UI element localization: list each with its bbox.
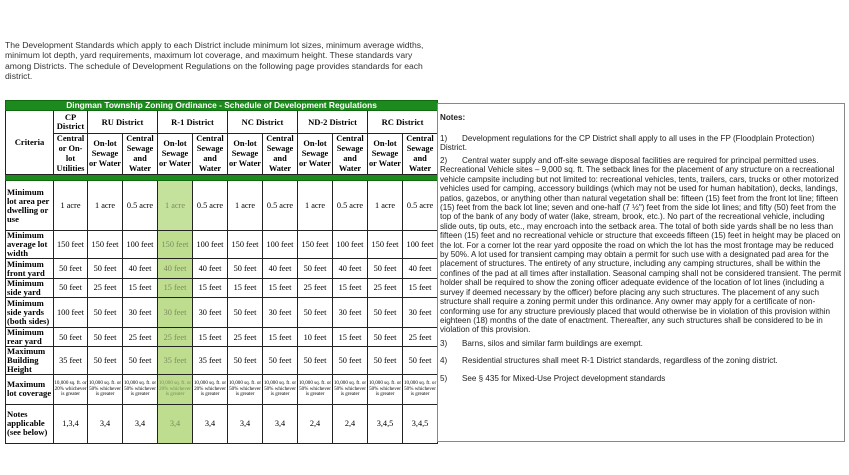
table-cell: 3,4 — [228, 404, 263, 443]
table-cell: 50 feet — [298, 297, 333, 327]
notes-panel — [437, 103, 845, 442]
table-cell: 40 feet — [263, 259, 298, 278]
note-text: Barns, silos and similar farm buildings are exempt. — [462, 339, 643, 348]
table-cell: 3,4 — [263, 404, 298, 443]
table-body — [6, 180, 438, 443]
table-cell: 3,4,5 — [368, 404, 403, 443]
note-text: See § 435 for Mixed-Use Project development standards — [462, 374, 666, 383]
table-cell: 50 feet — [263, 347, 298, 375]
table-cell: 150 feet — [368, 231, 403, 259]
table-cell: 40 feet — [158, 259, 193, 278]
table-cell: 0.5 acre — [123, 180, 158, 230]
table-cell: 30 feet — [193, 297, 228, 327]
table-cell: 25 feet — [403, 328, 438, 347]
table-cell: 30 feet — [263, 297, 298, 327]
intro-paragraph: The Development Standards which apply to each District include minimum lot sizes, minimum average widths, minimum lot depth, yard requirements, maximum lot coverage, and maximum height. These standards vary among Districts. The schedule of Development Regulations on the following page provides standards for each district. — [5, 40, 424, 81]
table-cell: 10,000 sq. ft. or 50% whichever is greater — [123, 375, 158, 404]
row-label: Maximum lot coverage — [6, 375, 54, 404]
table-cell: 1 acre — [298, 180, 333, 230]
table-cell: 150 feet — [298, 231, 333, 259]
criteria-header: Criteria — [6, 111, 54, 175]
district-header-nd2: ND-2 District — [298, 111, 368, 134]
subheader-central: Central Sewage and Water — [403, 134, 438, 175]
row-label: Minimum side yard — [6, 278, 54, 297]
row-label: Notes applicable (see below) — [6, 404, 54, 443]
note-text: Central water supply and off-site sewage disposal facilities are required for principal permitted uses. Recreational Vehicle sites – 9,000 sq. ft. The setback lines for the placement of any structure on a recreational vehicle campsite including but not limited to: recreational vehicles, tents, trailers, cars, trucks or other motorized vehicles used for camping, accessory buildings (which may not be used for human habitation), decks, landings, patios, gazebos, or anything other than natural vegetation shall be: fifteen (15) feet from the front lot line; fifteen (15) feet from the back lot line; seven and one-half (7 ½") feet from the side lot lines; and fifty (50) feet from the top of the bank of any body of water (lake, stream, brook, etc.). No part of the recreational vehicle, including slide outs, tip outs, etc., may encroach into the setback area. The total of both side yards shall be no less than fifteen (15) feet and no recreational vehicle or structure that exceeds fifteen (15) feet in height may be placed on the lot. For a corner lot the rear yard opposite the road on which the lot has the most frontage may be reduced by 50%. A lot used for transient camping may obtain a permit for such use with a designated pad area for the placement of structures. The entirety of any structure, including any camping structures, shall be within the confines of the pad at all times after installation. Seasonal camping shall not be considered transient. The permit holder shall be required to show the zoning officer adequate evidence of the location of lot lines (including a survey if deemed necessary by the officer) before placing any such structures. The placement of any such structure shall require a zoning permit under this ordinance. Any owner may apply for a certificate of non-conforming use for any structure previously placed that would otherwise be in violation of this provision within eighteen (18) months of the date of enactment. Thereafter, any such structures shall be considered to be in violation of this provision. — [440, 156, 842, 335]
table-cell: 40 feet — [123, 259, 158, 278]
table-cell: 25 feet — [88, 278, 123, 297]
table-row — [6, 328, 438, 347]
table-cell: 50 feet — [54, 278, 88, 297]
subheader-onlot: On-lot Sewage or Water — [368, 134, 403, 175]
notes-heading: Notes: — [440, 113, 466, 122]
table-row — [6, 347, 438, 375]
table-cell: 15 feet — [263, 278, 298, 297]
note-number: 1) — [440, 134, 448, 143]
table-cell: 15 feet — [403, 278, 438, 297]
table-cell: 3,4 — [193, 404, 228, 443]
table-cell: 25 feet — [228, 328, 263, 347]
table-cell: 10,000 sq. ft. or 50% whichever is greater — [333, 375, 368, 404]
table-cell: 50 feet — [228, 297, 263, 327]
note-number: 4) — [440, 356, 448, 365]
table-cell: 40 feet — [333, 259, 368, 278]
table-cell: 15 feet — [158, 278, 193, 297]
table-cell: 50 feet — [298, 259, 333, 278]
row-label: Minimum lot area per dwelling or use — [6, 180, 54, 230]
table-cell: 25 feet — [123, 328, 158, 347]
subheader-central: Central Sewage and Water — [123, 134, 158, 175]
table-row — [6, 404, 438, 443]
cp-district-header: CP District — [54, 111, 88, 134]
table-cell: 40 feet — [193, 259, 228, 278]
table-cell: 150 feet — [88, 231, 123, 259]
table-cell: 15 feet — [263, 328, 298, 347]
subheader-onlot: On-lot Sewage or Water — [88, 134, 123, 175]
row-label: Minimum average lot width — [6, 231, 54, 259]
subheader-onlot: On-lot Sewage or Water — [158, 134, 193, 175]
table-cell: 3,4 — [88, 404, 123, 443]
table-cell: 50 feet — [368, 328, 403, 347]
note-item — [440, 339, 842, 348]
note-text: Development regulations for the CP District shall apply to all uses in the FP (Floodplain Protection) District. — [440, 134, 815, 153]
subheader-central: Central Sewage and Water — [193, 134, 228, 175]
row-label: Minimum rear yard — [6, 328, 54, 347]
district-header-ru: RU District — [88, 111, 158, 134]
note-item — [440, 156, 842, 335]
table-cell: 30 feet — [123, 297, 158, 327]
district-header-nc: NC District — [228, 111, 298, 134]
table-cell: 10,000 sq. ft. or 20% whichever is greater — [193, 375, 228, 404]
table-cell: 50 feet — [333, 347, 368, 375]
table-cell: 2,4 — [333, 404, 368, 443]
table-cell: 0.5 acre — [263, 180, 298, 230]
table-row — [6, 278, 438, 297]
table-cell: 50 feet — [54, 328, 88, 347]
table-cell: 100 feet — [333, 231, 368, 259]
table-cell: 50 feet — [368, 259, 403, 278]
table-cell: 35 feet — [193, 347, 228, 375]
table-cell: 50 feet — [368, 297, 403, 327]
district-header-r1: R-1 District — [158, 111, 228, 134]
table-cell: 50 feet — [368, 347, 403, 375]
table-cell: 100 feet — [193, 231, 228, 259]
table-row — [6, 375, 438, 404]
subheader-onlot: On-lot Sewage or Water — [298, 134, 333, 175]
note-item — [440, 374, 842, 383]
table-cell: 100 feet — [123, 231, 158, 259]
subheader-central: Central Sewage and Water — [333, 134, 368, 175]
table-cell: 25 feet — [298, 278, 333, 297]
table-cell: 2,4 — [298, 404, 333, 443]
table-cell: 15 feet — [193, 328, 228, 347]
table-cell: 10,000 sq. ft. or 50% whichever is greater — [88, 375, 123, 404]
development-regulations-table — [5, 100, 438, 444]
table-cell: 15 feet — [333, 278, 368, 297]
note-number: 5) — [440, 374, 448, 383]
note-number: 3) — [440, 339, 448, 348]
table-row — [6, 297, 438, 327]
table-cell: 30 feet — [158, 297, 193, 327]
table-cell: 100 feet — [403, 231, 438, 259]
table-cell: 50 feet — [88, 328, 123, 347]
table-cell: 15 feet — [333, 328, 368, 347]
table-cell: 1 acre — [158, 180, 193, 230]
note-item — [440, 134, 842, 153]
table-cell: 50 feet — [123, 347, 158, 375]
table-cell: 15 feet — [123, 278, 158, 297]
table-cell: 50 feet — [88, 297, 123, 327]
table-row — [6, 259, 438, 278]
table-title: Dingman Township Zoning Ordinance - Schedule of Development Regulations — [6, 101, 438, 111]
district-header-rc: RC District — [368, 111, 438, 134]
note-item — [440, 356, 842, 365]
table-cell: 0.5 acre — [403, 180, 438, 230]
cp-utilities-subheader: Central or On-lot Utilities — [54, 134, 88, 175]
table-cell: 150 feet — [158, 231, 193, 259]
table-cell: 10 feet — [298, 328, 333, 347]
table-row — [6, 231, 438, 259]
note-number: 2) — [440, 156, 448, 165]
note-text: Residential structures shall meet R-1 District standards, regardless of the zoning district. — [462, 356, 778, 365]
table-cell: 50 feet — [88, 259, 123, 278]
table-cell: 150 feet — [228, 231, 263, 259]
table-cell: 10,000 sq. ft. or 50% whichever is greater — [368, 375, 403, 404]
subheader-onlot: On-lot Sewage or Water — [228, 134, 263, 175]
table-cell: 1 acre — [228, 180, 263, 230]
table-cell: 1 acre — [88, 180, 123, 230]
table-cell: 3,4,5 — [403, 404, 438, 443]
table-cell: 1 acre — [368, 180, 403, 230]
table-cell: 50 feet — [403, 347, 438, 375]
table-cell: 100 feet — [54, 297, 88, 327]
table-cell: 10,000 sq. ft. or 50% whichever is greater — [263, 375, 298, 404]
table-cell: 25 feet — [158, 328, 193, 347]
table-cell: 1 acre — [54, 180, 88, 230]
table-cell: 10,000 sq. ft. or 50% whichever is greater — [228, 375, 263, 404]
table-cell: 25 feet — [368, 278, 403, 297]
row-label: Minimum front yard — [6, 259, 54, 278]
table-cell: 1,3,4 — [54, 404, 88, 443]
table-cell: 30 feet — [403, 297, 438, 327]
table-cell: 50 feet — [54, 259, 88, 278]
table-cell: 3,4 — [123, 404, 158, 443]
table-cell: 30 feet — [333, 297, 368, 327]
table-cell: 35 feet — [158, 347, 193, 375]
table-cell: 100 feet — [263, 231, 298, 259]
table-cell: 35 feet — [54, 347, 88, 375]
table-cell: 10,000 sq. ft. or 50% whichever is greater — [403, 375, 438, 404]
table-row — [6, 180, 438, 230]
table-cell: 0.5 acre — [193, 180, 228, 230]
row-label: Maximum Building Height — [6, 347, 54, 375]
table-cell: 15 feet — [193, 278, 228, 297]
table-cell: 50 feet — [228, 259, 263, 278]
table-cell: 0.5 acre — [333, 180, 368, 230]
table-cell: 50 feet — [228, 347, 263, 375]
table-cell: 10,000 sq. ft. or 20% whichever is greater — [54, 375, 88, 404]
table-cell: 150 feet — [54, 231, 88, 259]
table-cell: 10,000 sq. ft. or 20% whichever is greater — [158, 375, 193, 404]
table-cell: 15 feet — [228, 278, 263, 297]
table-cell: 50 feet — [298, 347, 333, 375]
row-label: Minimum side yards (both sides) — [6, 297, 54, 327]
table-cell: 10,000 sq. ft. or 50% whichever is greater — [298, 375, 333, 404]
table-cell: 50 feet — [88, 347, 123, 375]
subheader-central: Central Sewage and Water — [263, 134, 298, 175]
table-cell: 40 feet — [403, 259, 438, 278]
table-cell: 3,4 — [158, 404, 193, 443]
